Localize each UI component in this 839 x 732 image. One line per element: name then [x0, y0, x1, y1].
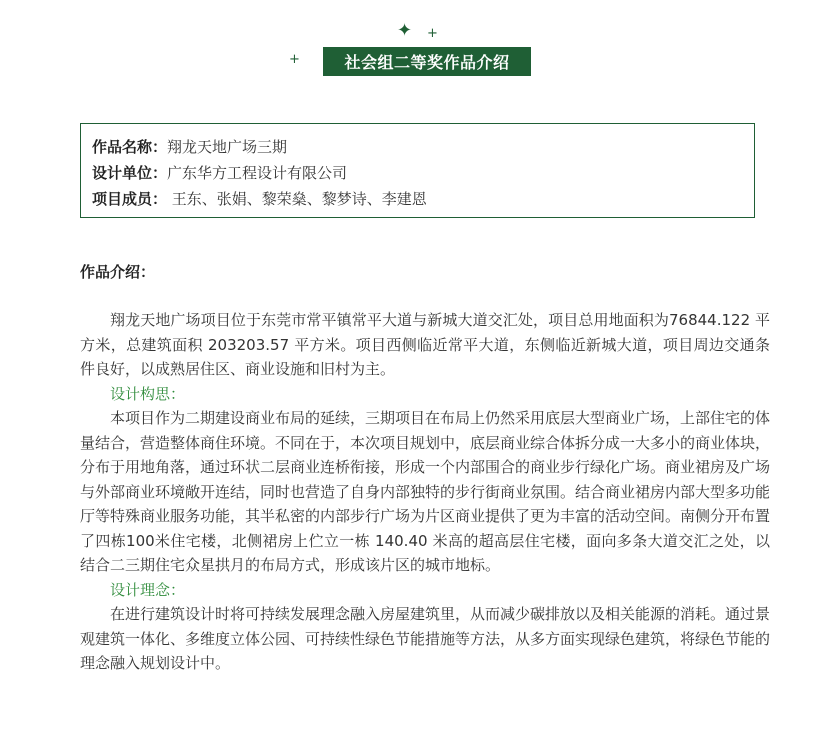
- info-value: 广东华方工程设计有限公司: [167, 164, 348, 182]
- info-row-design-unit: [92, 160, 754, 186]
- paragraph-philosophy: 在进行建筑设计时将可持续发展理念融入房屋建筑里，从而减少碳排放以及相关能源的消耗。通过景观建筑一体化、多维度立体公园、可持续性绿色节能措施等方法，从多方面实现绿色建筑，将绿色节能的理念融入规划设计中。: [80, 605, 771, 672]
- paragraph-location: 翔龙天地广场项目位于东莞市常平镇常平大道与新城大道交汇处，项目总用地面积为76844.122 平方米，总建筑面积 203203.57 平方米。项目西侧临近常平大道，东侧临近新城大道，项目周边交通条件良好，以成熟居住区、商业设施和旧村为主。: [80, 311, 770, 378]
- info-value: 王东、张娟、黎荣燊、黎梦诗、李建恩: [167, 190, 427, 208]
- project-info-box: [80, 123, 755, 218]
- info-label: 设计单位：: [92, 164, 168, 182]
- page-title: 社会组二等奖作品介绍: [323, 47, 531, 76]
- info-value: 翔龙天地广场三期: [167, 138, 288, 156]
- philosophy-heading: 设计理念：: [110, 580, 186, 599]
- concept-heading: 设计构思：: [110, 384, 186, 403]
- info-row-work-name: [92, 134, 754, 160]
- plus-icon: +: [289, 52, 300, 67]
- info-label: 项目成员：: [92, 190, 168, 208]
- paragraph-concept: 本项目作为二期建设商业布局的延续，三期项目在布局上仍然采用底层大型商业广场，上部住宅的体量结合，营造整体商住环境。不同在于，本次项目规划中，底层商业综合体拆分成一大多小的商业体块，分布于用地角落，通过环状二层商业连桥衔接，形成一个内部围合的商业步行绿化广场。商业裙房及广场与外部商业环境敞开连结，同时也营造了自身内部独特的步行街商业氛围。结合商业裙房内部大型多功能厅等特殊商业服务功能，其半私密的内部步行广场为片区商业提供了更为丰富的活动空间。南侧分开布置了四栋100米住宅楼，北侧裙房上伫立一栋 140.40 米高的超高层住宅楼，面向多条大道交汇之处，以结合二三期住宅众星拱月的布局方式，形成该片区的城市地标。: [80, 409, 771, 574]
- intro-content: [80, 308, 770, 676]
- info-label: 作品名称：: [92, 138, 168, 156]
- intro-heading: 作品介绍：: [80, 263, 156, 281]
- plus-icon: +: [427, 26, 438, 41]
- star-icon: ✦: [397, 20, 413, 41]
- info-row-members: [92, 186, 754, 212]
